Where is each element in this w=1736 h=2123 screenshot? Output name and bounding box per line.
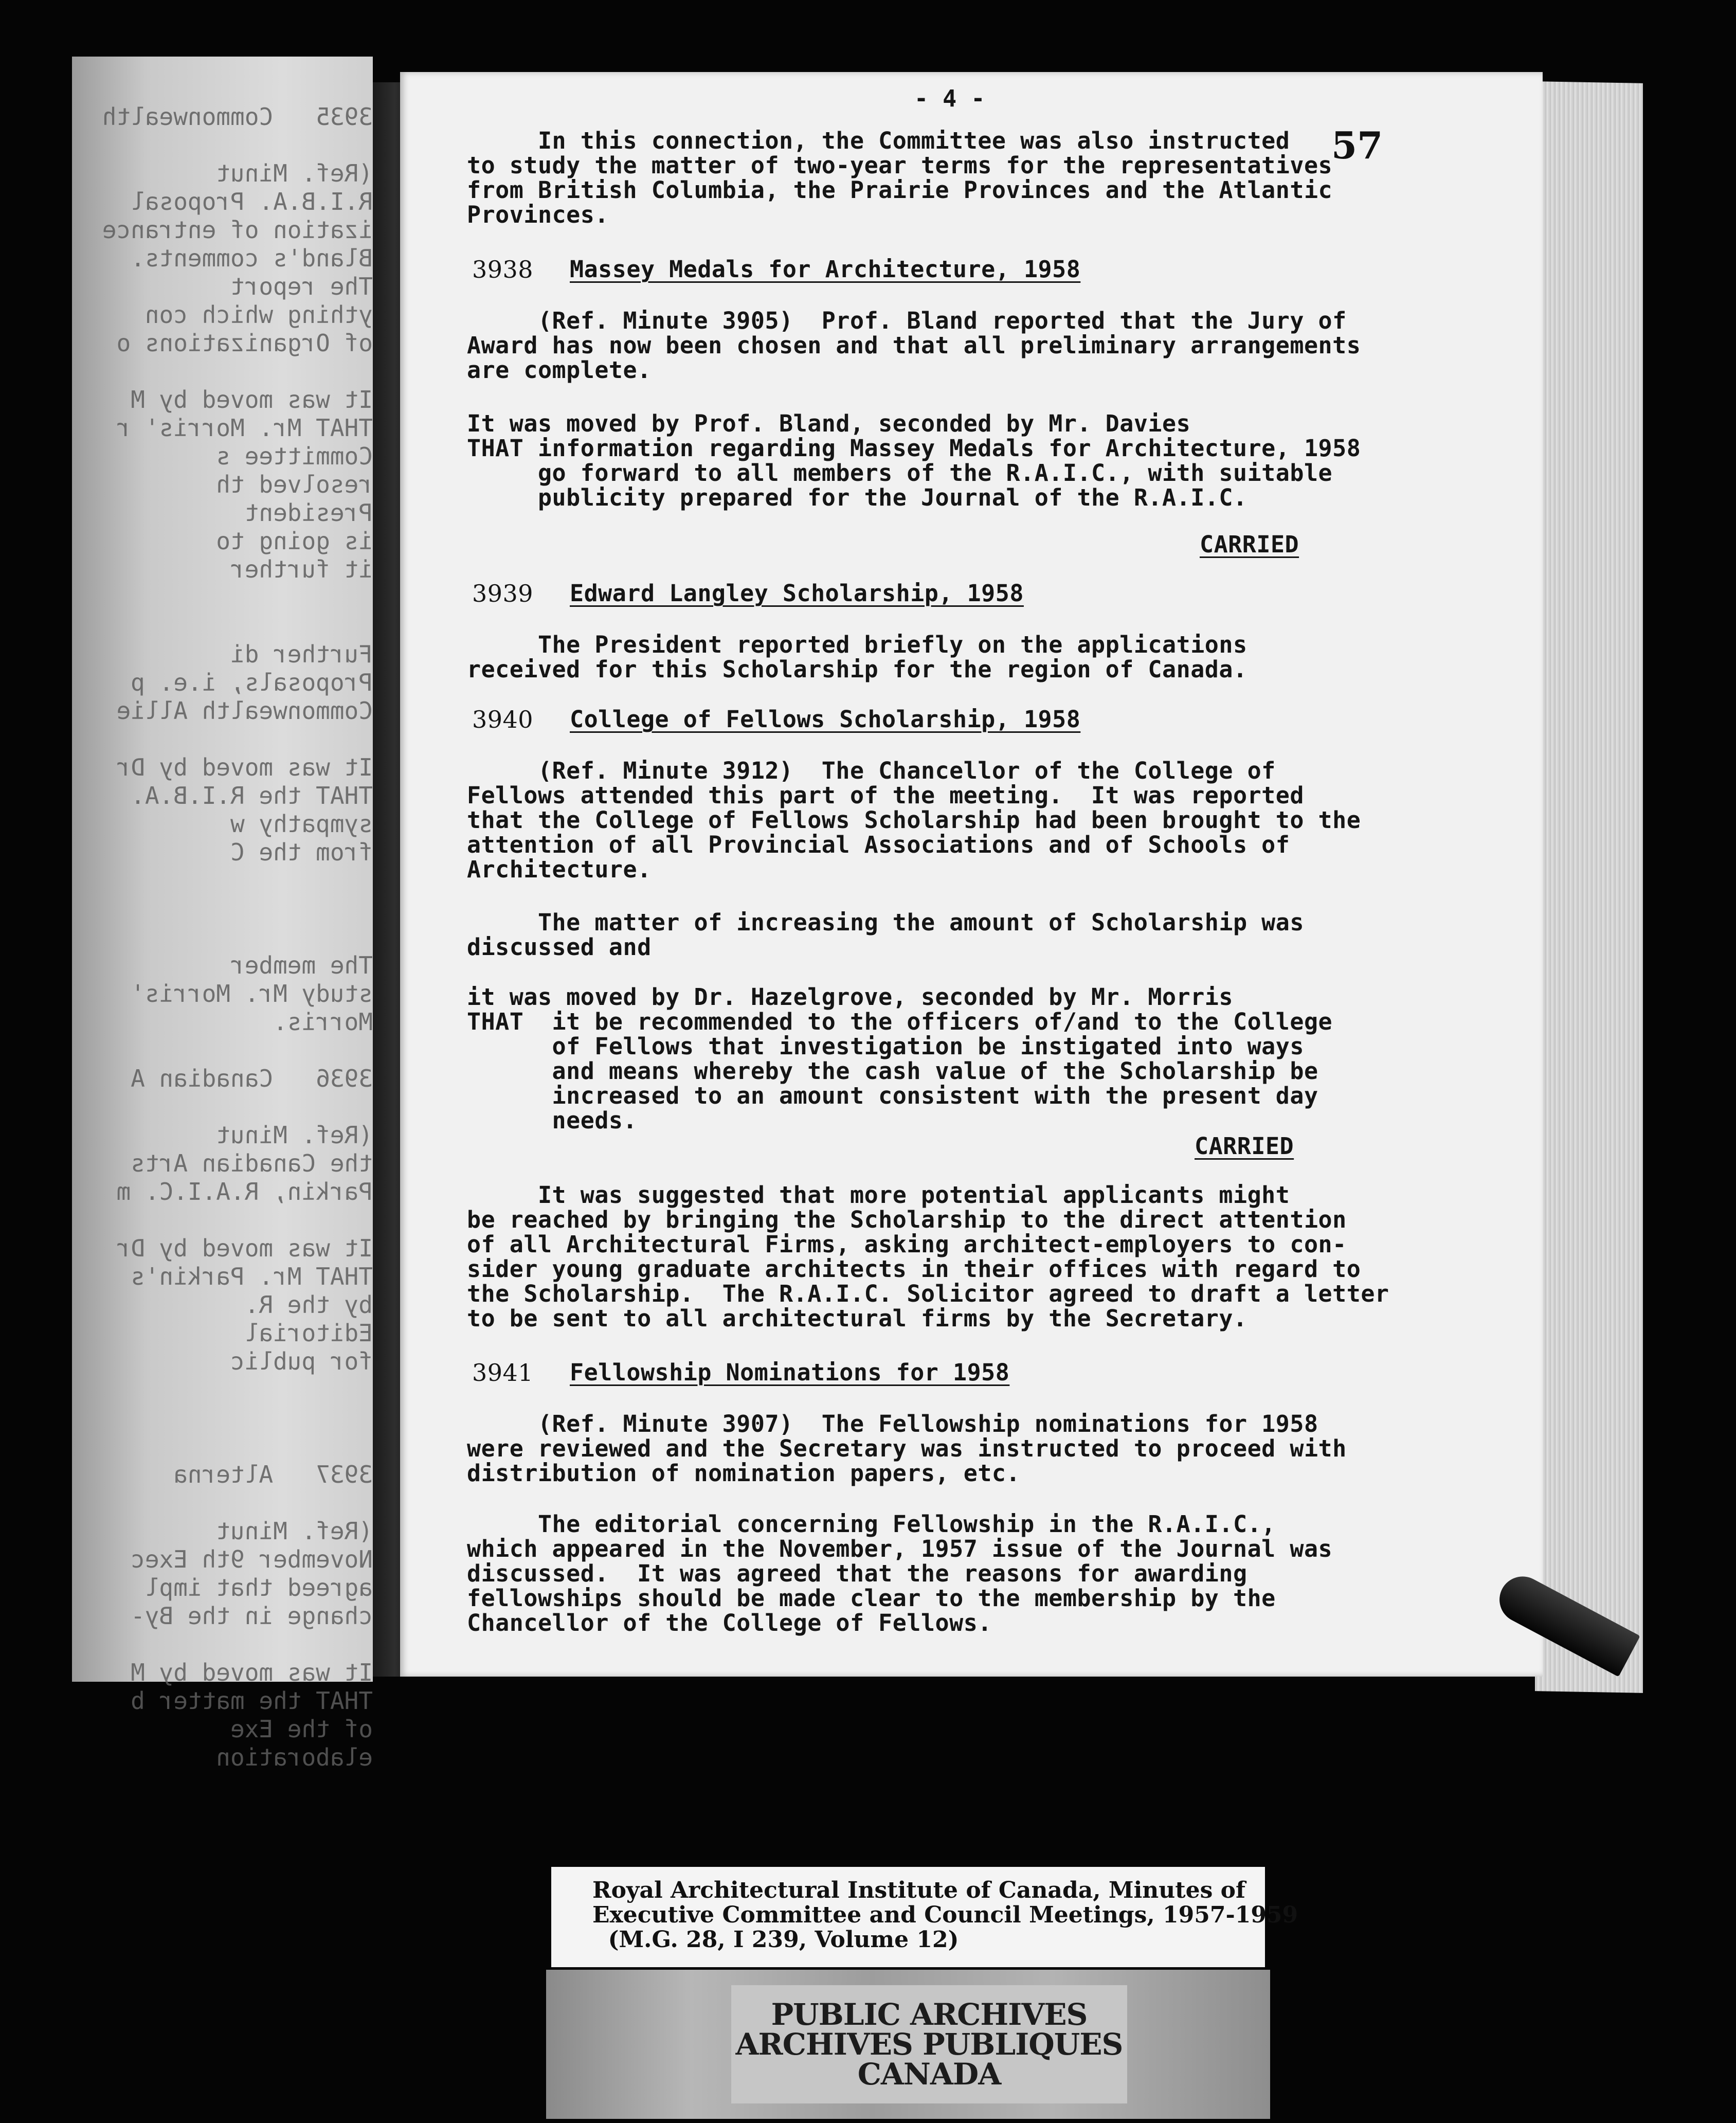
left-page-line: Commonwealth Allie xyxy=(116,697,373,725)
paragraph-line: be reached by bringing the Scholarship to the direct attention xyxy=(467,1206,1347,1233)
paragraph-line: discussed and xyxy=(467,933,652,961)
left-page-line: R.I.B.A. Proposal xyxy=(131,188,373,215)
paragraph-line: the Scholarship. The R.A.I.C. Solicitor agreed to draft a letter xyxy=(467,1280,1389,1307)
left-page-line: 3937 Alterna xyxy=(173,1461,373,1488)
page-content xyxy=(400,72,1543,1677)
left-page-line: by the R. xyxy=(244,1291,373,1319)
intro-line: In this connection, the Committee was also instructed xyxy=(467,127,1290,154)
paragraph-line: of all Architectural Firms, asking architect-employers to con- xyxy=(467,1231,1347,1258)
stamp-line-1: PUBLIC ARCHIVES xyxy=(771,1997,1088,2032)
left-page-line xyxy=(54,357,373,386)
left-page-line: It was moved by Dr xyxy=(116,753,373,781)
paragraph-line: (Ref. Minute 3907) The Fellowship nominations for 1958 xyxy=(467,1410,1318,1437)
left-page-line: for public xyxy=(230,1347,373,1375)
left-page-line xyxy=(54,584,373,612)
paragraph-line: were reviewed and the Secretary was instructed to proceed with xyxy=(467,1435,1347,1462)
paragraph-line: The editorial concerning Fellowship in the R.A.I.C., xyxy=(467,1510,1276,1538)
left-page-line: 3936 Canadian A xyxy=(131,1065,373,1092)
motion-line: go forward to all members of the R.A.I.C., with suitable xyxy=(467,459,1333,487)
left-page-line xyxy=(54,1036,373,1065)
left-page-line: Editorial xyxy=(244,1319,373,1347)
left-page-line xyxy=(54,131,373,159)
left-page-line: (Ref. Minut xyxy=(216,1121,373,1149)
left-page-line: THAT Mr. Parkin's xyxy=(131,1263,373,1290)
left-page-line: THAT Mr. Morris' r xyxy=(116,414,373,442)
left-page-line: Proposals, i.e. p xyxy=(131,669,373,696)
left-page-line xyxy=(54,1404,373,1432)
motion-line: of Fellows that investigation be instigated into ways xyxy=(467,1033,1304,1060)
left-page-line: 3935 Commonwealth xyxy=(102,103,373,131)
minute-title: Edward Langley Scholarship, 1958 xyxy=(570,580,1024,607)
left-page-line: elaboration xyxy=(216,1743,373,1771)
paragraph-line: (Ref. Minute 3912) The Chancellor of the College of xyxy=(467,757,1276,784)
paragraph-line: Architecture. xyxy=(467,856,652,883)
left-page-line: ything which con xyxy=(144,301,373,329)
left-page-line: November 9th Exec xyxy=(131,1545,373,1573)
motion-line: It was moved by Prof. Bland, seconded by Mr. Davies xyxy=(467,410,1191,437)
left-page-line: It was moved by M xyxy=(131,386,373,413)
motion-line: needs. xyxy=(467,1107,638,1134)
folio-number: 57 xyxy=(1331,123,1383,167)
left-page-line: resolved th xyxy=(216,471,373,498)
paragraph-line: which appeared in the November, 1957 issue of the Journal was xyxy=(467,1535,1333,1562)
left-page-line: it further xyxy=(230,555,373,583)
left-page-line xyxy=(54,1432,373,1461)
paragraph-line: received for this Scholarship for the region of Canada. xyxy=(467,656,1247,683)
left-page-line: (Ref. Minut xyxy=(216,159,373,187)
left-page-line: The report xyxy=(230,273,373,300)
minute-title: College of Fellows Scholarship, 1958 xyxy=(570,706,1081,733)
left-page-line: THAT the matter b xyxy=(131,1687,373,1715)
left-page-line xyxy=(54,725,373,753)
minute-number: 3938 xyxy=(472,256,534,283)
left-page-text xyxy=(54,103,373,1772)
left-page-line: ization of entrance xyxy=(102,216,373,244)
left-page-line xyxy=(54,867,373,895)
paragraph-line: Fellows attended this part of the meeting. It was reported xyxy=(467,782,1304,809)
left-page-line: from the C xyxy=(230,838,373,866)
left-page-line: is going to xyxy=(216,527,373,555)
motion-line: increased to an amount consistent with the present day xyxy=(467,1082,1318,1109)
left-page-line: Bland's comments. xyxy=(131,244,373,272)
left-page-line: of the Exe xyxy=(230,1715,373,1743)
left-page-line: agreed that impl xyxy=(144,1574,373,1602)
left-page-line: Parkin, R.A.I.C. m xyxy=(116,1178,373,1206)
page-number: - 4 - xyxy=(914,85,985,112)
minute-number: 3939 xyxy=(472,580,534,607)
left-page-line xyxy=(54,1206,373,1234)
carried-label: CARRIED xyxy=(1195,1132,1294,1160)
left-page-line xyxy=(54,1093,373,1121)
left-page-line: Morris. xyxy=(273,1008,373,1036)
left-page-line xyxy=(54,895,373,923)
left-page-line: study Mr. Morris' xyxy=(131,980,373,1007)
caption-line-3: (M.G. 28, I 239, Volume 12) xyxy=(592,1927,959,1953)
minute-title: Fellowship Nominations for 1958 xyxy=(570,1359,1010,1386)
paragraph-line: It was suggested that more potential applicants might xyxy=(467,1181,1290,1209)
left-page-line xyxy=(54,1376,373,1404)
left-page-line: Further di xyxy=(230,640,373,668)
left-page-line: President xyxy=(244,499,373,527)
paragraph-line: Award has now been chosen and that all preliminary arrangements xyxy=(467,332,1361,359)
paragraph-line: distribution of nomination papers, etc. xyxy=(467,1460,1021,1487)
paragraph-line: sider young graduate architects in their offices with regard to xyxy=(467,1255,1361,1283)
left-page-line xyxy=(54,612,373,640)
paragraph-line: The President reported briefly on the applications xyxy=(467,631,1247,658)
paragraph-line: Chancellor of the College of Fellows. xyxy=(467,1609,992,1636)
left-page-line xyxy=(54,1489,373,1517)
caption-line-2: Executive Committee and Council Meetings, 1957-1959 xyxy=(592,1902,1298,1928)
paragraph-line: discussed. It was agreed that the reasons for awarding xyxy=(467,1560,1247,1587)
paragraph-line: to be sent to all architectural firms by the Secretary. xyxy=(467,1305,1247,1332)
left-page-line: (Ref. Minut xyxy=(216,1517,373,1545)
left-page-line: The member xyxy=(230,951,373,979)
left-page-line xyxy=(54,923,373,951)
motion-line: THAT it be recommended to the officers of/and to the College xyxy=(467,1008,1333,1035)
motion-line: THAT information regarding Massey Medals for Architecture, 1958 xyxy=(467,435,1361,462)
intro-line: to study the matter of two-year terms for the representatives xyxy=(467,152,1333,179)
stamp-line-3: CANADA xyxy=(857,2057,1001,2092)
public-archives-stamp xyxy=(731,1985,1127,2103)
motion-line: publicity prepared for the Journal of the R.A.I.C. xyxy=(467,484,1247,511)
paragraph-line: attention of all Provincial Associations and of Schools of xyxy=(467,831,1290,858)
left-page-line: of Organizations o xyxy=(116,329,373,357)
left-page-line: sympathy w xyxy=(230,810,373,838)
document-page xyxy=(400,72,1543,1677)
left-facing-page xyxy=(72,57,373,1771)
paragraph-line: are complete. xyxy=(467,356,652,384)
left-page-line: change in the By- xyxy=(131,1602,373,1630)
left-page-line: It was moved by Dr xyxy=(116,1234,373,1262)
motion-line: and means whereby the cash value of the Scholarship be xyxy=(467,1057,1318,1085)
caption-line-1: Royal Architectural Institute of Canada, Minutes of xyxy=(592,1877,1245,1903)
minute-number: 3940 xyxy=(472,706,534,733)
left-page-line: THAT the R.I.B.A. xyxy=(131,782,373,809)
paragraph-line: (Ref. Minute 3905) Prof. Bland reported that the Jury of xyxy=(467,307,1347,334)
archive-caption-label xyxy=(551,1867,1298,1967)
left-page-line: It was moved by M xyxy=(131,1659,373,1686)
left-page-line: Committee s xyxy=(216,442,373,470)
minute-title: Massey Medals for Architecture, 1958 xyxy=(570,256,1081,283)
motion-line: it was moved by Dr. Hazelgrove, seconded by Mr. Morris xyxy=(467,983,1233,1011)
carried-label: CARRIED xyxy=(1200,531,1299,558)
paragraph-line: that the College of Fellows Scholarship had been brought to the xyxy=(467,806,1361,834)
left-page-line xyxy=(54,1630,373,1659)
intro-line: Provinces. xyxy=(467,201,609,228)
minute-number: 3941 xyxy=(472,1359,534,1387)
paragraph-line: The matter of increasing the amount of Scholarship was xyxy=(467,909,1304,936)
page-edges xyxy=(1535,81,1643,1693)
paragraph-line: fellowships should be made clear to the membership by the xyxy=(467,1585,1276,1612)
left-page-line: the Canadian Arts xyxy=(131,1149,373,1177)
intro-line: from British Columbia, the Prairie Provinces and the Atlantic xyxy=(467,176,1333,204)
stamp-line-2: ARCHIVES PUBLIQUES xyxy=(735,2027,1123,2062)
